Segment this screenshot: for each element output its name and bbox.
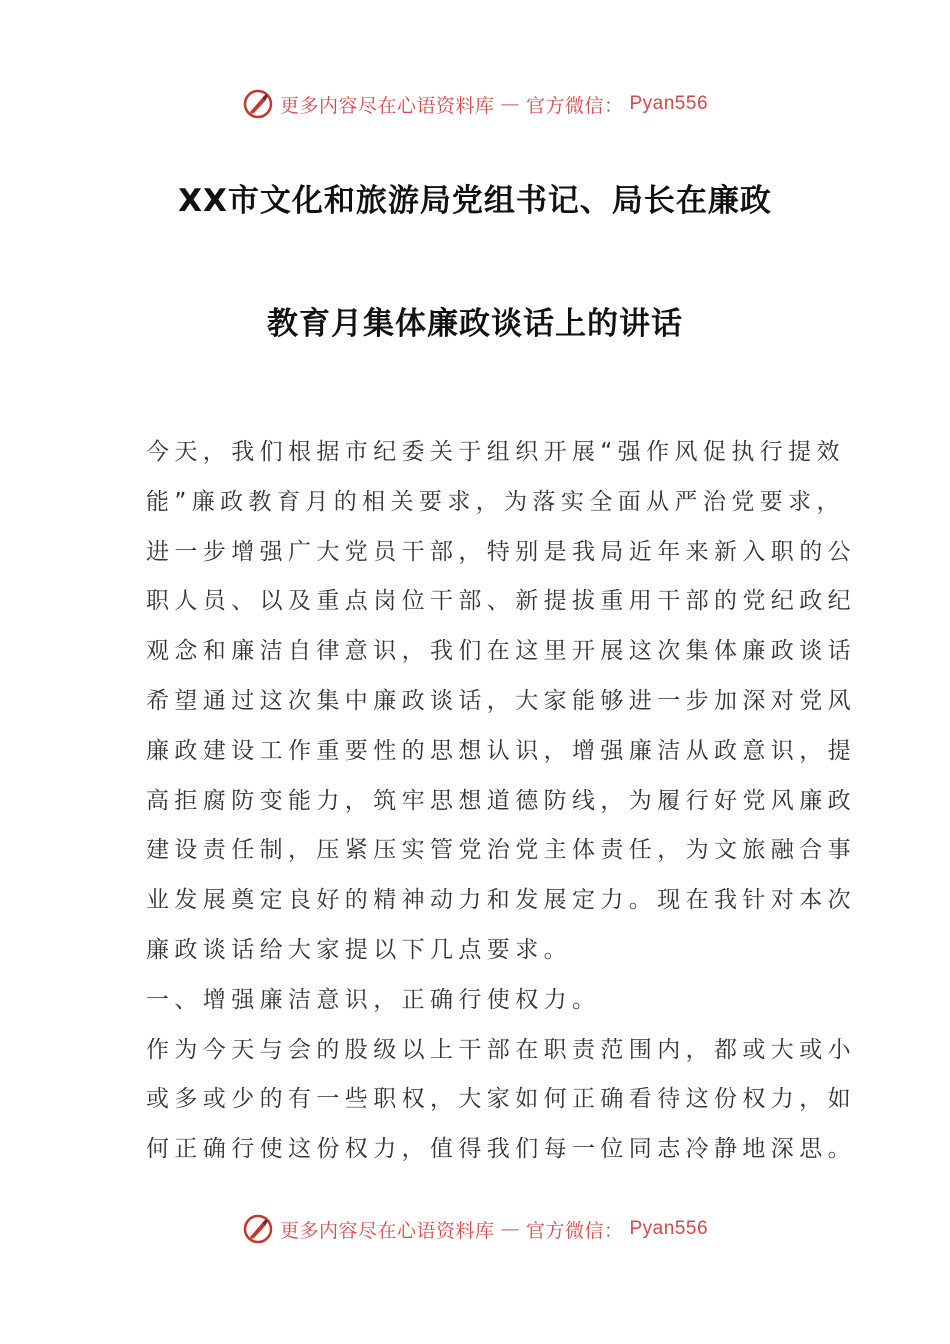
body-line: 作为今天与会的股级以上干部在职责范围内，都或大或小 <box>146 1036 856 1063</box>
watermark-separator: — <box>500 93 520 115</box>
watermark-wechat-id: Pyan556 <box>629 1218 709 1239</box>
body-line: 今天，我们根据市纪委关于组织开展“强作风促执行提效 <box>146 439 845 465</box>
watermark-text: 更多内容尽在心语资料库 <box>279 94 495 117</box>
document-title-line-1: XX市文化和旅游局党组书记、局长在廉政 <box>178 183 772 219</box>
footer-watermark <box>0 1213 950 1245</box>
body-line: 职人员、以及重点岗位干部、新提拔重用干部的党纪政纪 <box>146 588 856 615</box>
body-line: 何正确行使这份权力，值得我们每一位同志冷静地深思。 <box>146 1136 856 1163</box>
watermark-separator: — <box>500 1218 520 1240</box>
watermark-text: 更多内容尽在心语资料库 <box>279 1219 495 1242</box>
body-line: 或多或少的有一些职权，大家如何正确看待这份权力，如 <box>146 1086 856 1113</box>
document-title-line-2: 教育月集体廉政谈话上的讲话 <box>267 306 683 342</box>
body-line: 希望通过这次集中廉政谈话，大家能够进一步加深对党风 <box>146 687 856 714</box>
section-heading: 一、增强廉洁意识，正确行使权力。 <box>146 986 601 1013</box>
watermark-wechat-label: 官方微信： <box>525 94 624 117</box>
body-line: 业发展奠定良好的精神动力和发展定力。现在我针对本次 <box>146 887 856 914</box>
watermark-wechat-label: 官方微信： <box>525 1219 624 1242</box>
document-body <box>146 428 856 1175</box>
pen-nib-logo-icon <box>242 1213 274 1245</box>
body-line: 观念和廉洁自律意识，我们在这里开展这次集体廉政谈话 <box>146 638 856 665</box>
body-line: 能”廉政教育月的相关要求，为落实全面从严治党要求， <box>146 488 845 515</box>
header-watermark <box>0 88 950 120</box>
body-line: 高拒腐防变能力，筑牢思想道德防线，为履行好党风廉政 <box>146 787 856 814</box>
body-line: 廉政建设工作重要性的思想认识，增强廉洁从政意识，提 <box>146 737 856 764</box>
body-line: 建设责任制，压紧压实管党治党主体责任，为文旅融合事 <box>146 837 856 864</box>
pen-nib-logo-icon <box>242 88 274 120</box>
body-line: 进一步增强广大党员干部，特别是我局近年来新入职的公 <box>146 538 856 565</box>
watermark-wechat-id: Pyan556 <box>629 93 709 114</box>
body-line: 廉政谈话给大家提以下几点要求。 <box>146 936 572 963</box>
